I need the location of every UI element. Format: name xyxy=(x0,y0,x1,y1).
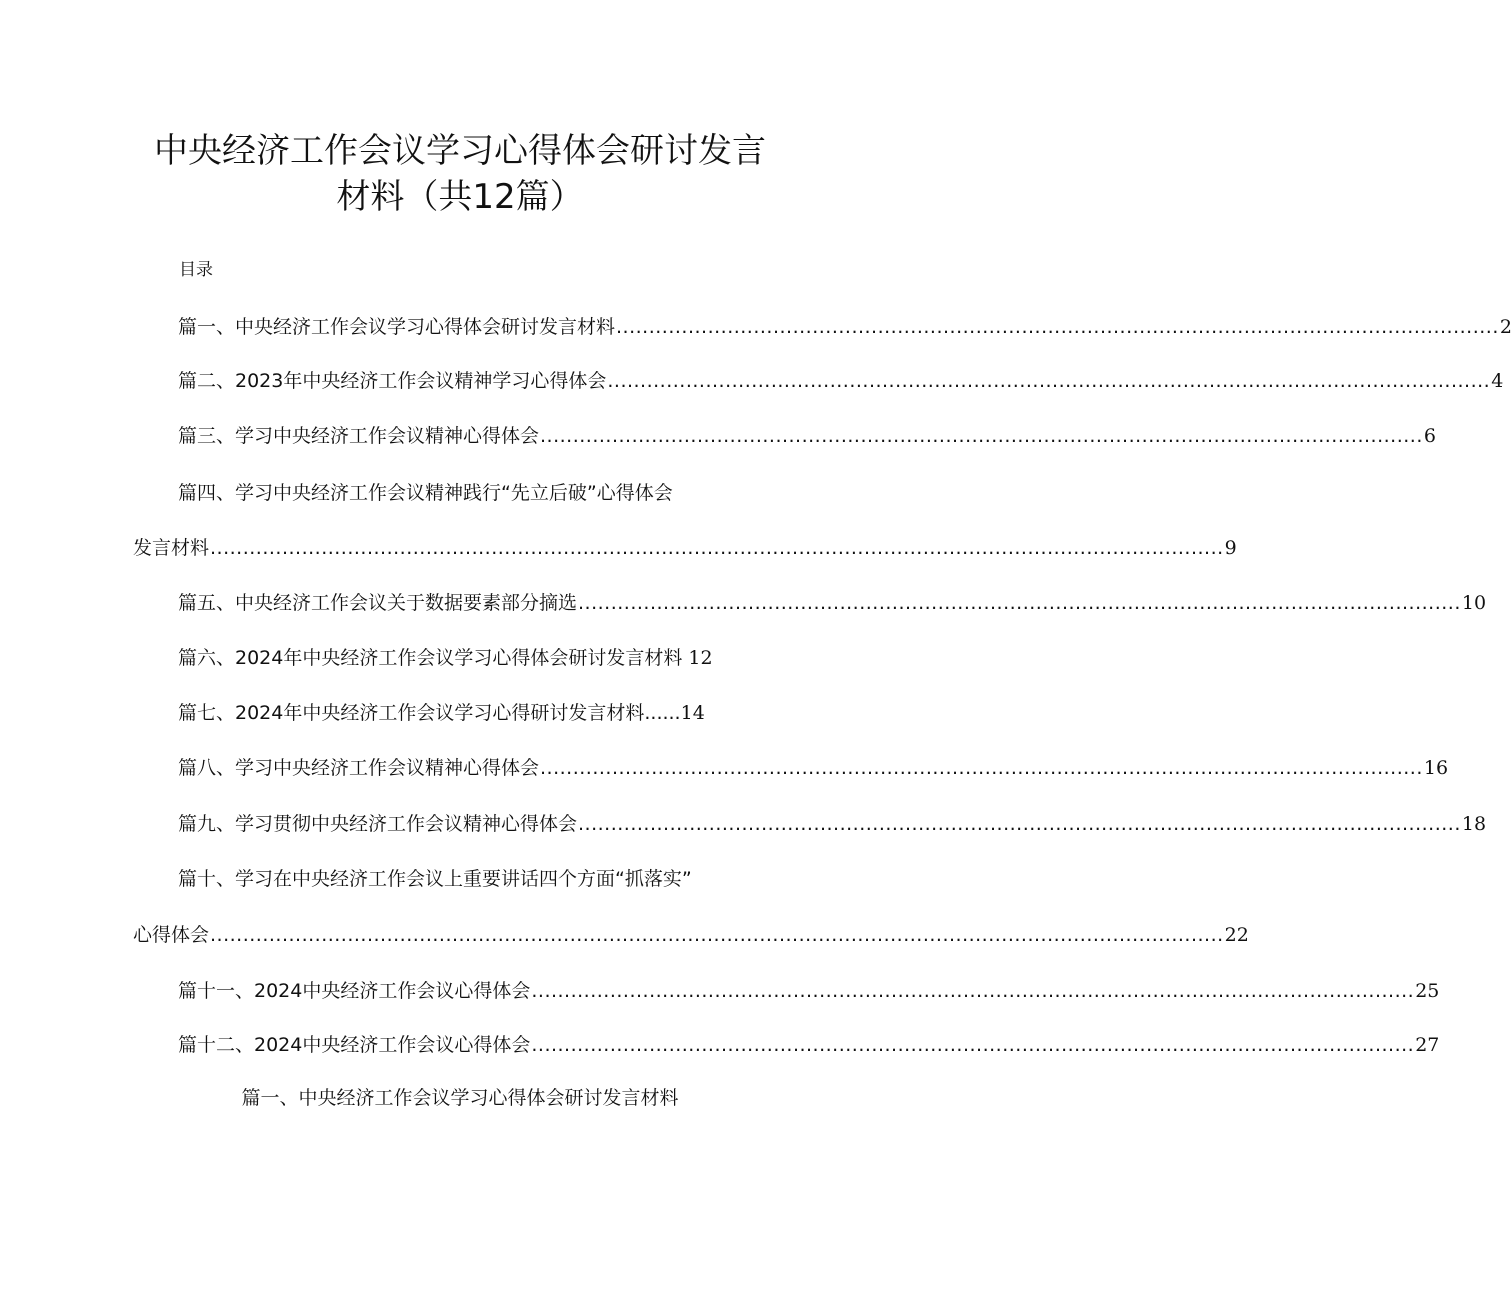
toc-page-number: 10 xyxy=(1461,592,1487,614)
toc-entry[interactable] xyxy=(178,588,1487,618)
document-title-line-2: 材料（共12篇） xyxy=(336,177,584,217)
toc-page-number: 18 xyxy=(1461,813,1487,835)
toc-entry-label: 篇八、学习中央经济工作会议精神心得体会 xyxy=(178,757,540,779)
toc-page-number: 6 xyxy=(1423,425,1436,447)
toc-page-number: 27 xyxy=(1415,1034,1440,1056)
toc-dot-leader: ....................................................................................................................................... xyxy=(531,1034,1415,1056)
toc-dot-leader: ....................................................................................................................................... xyxy=(607,370,1491,392)
toc-entry-label: 篇六、2024年中央经济工作会议学习心得体会研讨发言材料 xyxy=(178,647,683,669)
toc-entry-label: 心得体会 xyxy=(133,924,210,946)
toc-entry-line-1[interactable] xyxy=(178,864,692,894)
toc-entry-label: 篇十、学习在中央经济工作会议上重要讲话四个方面“抓落实” xyxy=(178,868,692,890)
toc-dot-leader: ....................................................................................................................................... xyxy=(616,316,1499,338)
toc-page-number: 22 xyxy=(1224,924,1249,946)
toc-entry[interactable] xyxy=(178,809,1487,839)
section-heading: 篇一、中央经济工作会议学习心得体会研讨发言材料 xyxy=(241,1087,679,1109)
toc-entry-label: 篇一、中央经济工作会议学习心得体会研讨发言材料 xyxy=(178,316,616,338)
toc-entry-label: 发言材料 xyxy=(133,537,210,559)
toc-entry[interactable] xyxy=(178,698,705,728)
toc-page-number: 4 xyxy=(1491,370,1504,392)
toc-page-number: 2 xyxy=(1499,316,1512,338)
toc-dot-leader: ........................................................................................................................................................... xyxy=(210,537,1224,559)
toc-dot-leader: ....................................................................................................................................... xyxy=(578,592,1461,614)
toc-entry[interactable] xyxy=(178,1030,1440,1060)
toc-dot-leader: ....................................................................................................................................... xyxy=(531,980,1415,1002)
toc-entry[interactable] xyxy=(178,753,1449,783)
toc-page-number: 9 xyxy=(1224,537,1237,559)
toc-page-number: 25 xyxy=(1415,980,1440,1002)
toc-entry-line-2[interactable] xyxy=(133,533,1237,563)
toc-entry-label: 篇九、学习贯彻中央经济工作会议精神心得体会 xyxy=(178,813,578,835)
toc-entry-label: 篇二、2023年中央经济工作会议精神学习心得体会 xyxy=(178,370,607,392)
toc-entry-label: 篇五、中央经济工作会议关于数据要素部分摘选 xyxy=(178,592,578,614)
toc-dot-leader: ........................................................................................................................................................... xyxy=(210,924,1224,946)
toc-dot-leader: ....................................................................................................................................... xyxy=(578,813,1461,835)
toc-entry[interactable] xyxy=(178,643,713,673)
toc-page-number: 14 xyxy=(680,702,705,724)
toc-dot-leader: ....................................................................................................................................... xyxy=(540,757,1423,779)
toc-entry-label: 篇七、2024年中央经济工作会议学习心得研讨发言材料 xyxy=(178,702,645,724)
toc-entry-label: 篇十二、2024中央经济工作会议心得体会 xyxy=(178,1034,531,1056)
toc-heading: 目录 xyxy=(179,260,213,280)
toc-entry-label: 篇三、学习中央经济工作会议精神心得体会 xyxy=(178,425,540,447)
toc-entry-line-2[interactable] xyxy=(133,920,1249,950)
document-title-line-1: 中央经济工作会议学习心得体会研讨发言 xyxy=(154,131,766,171)
toc-entry[interactable] xyxy=(178,312,1512,342)
toc-entry[interactable] xyxy=(178,366,1504,396)
toc-entry-line-1[interactable] xyxy=(178,478,673,508)
toc-entry[interactable] xyxy=(178,976,1440,1006)
toc-dot-leader: ...... xyxy=(644,702,681,724)
toc-page-number: 12 xyxy=(688,647,713,669)
toc-entry-label: 篇四、学习中央经济工作会议精神践行“先立后破”心得体会 xyxy=(178,482,673,504)
toc-entry[interactable] xyxy=(178,421,1436,451)
toc-page-number: 16 xyxy=(1423,757,1449,779)
toc-dot-leader: ....................................................................................................................................... xyxy=(540,425,1423,447)
toc-entry-label: 篇十一、2024中央经济工作会议心得体会 xyxy=(178,980,531,1002)
